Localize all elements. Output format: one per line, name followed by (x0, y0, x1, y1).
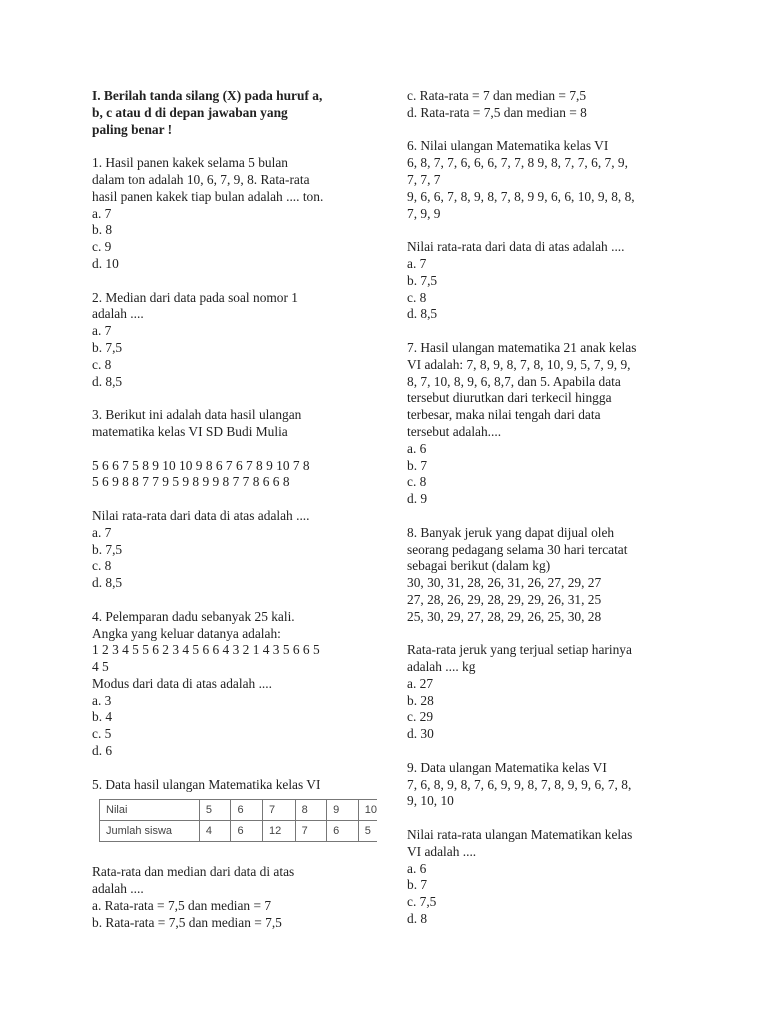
option-b[interactable]: b. 28 (407, 692, 434, 708)
table-cell: 8 (295, 800, 327, 821)
option-b[interactable]: b. Rata-rata = 7,5 dan median = 7,5 (92, 914, 282, 930)
table-row (100, 800, 378, 821)
option-a[interactable]: a. Rata-rata = 7,5 dan median = 7 (92, 898, 272, 914)
option-c[interactable]: c. 29 (407, 709, 434, 725)
table-cell: 12 (263, 821, 296, 842)
table-cell: 5 (358, 821, 377, 842)
instructions-heading: I. Berilah tanda silang (X) pada huruf a, b, c atau d di depan jawaban yang paling benar ! (92, 88, 323, 137)
question-6: 6. Nilai ulangan Matematika kelas VI 6, 8, 7, 7, 6, 6, 6, 7, 7, 8 9, 8, 7, 7, 6, 7, 9, 7, 7, 7 9, 6, 6, 7, 8, 9, 8, 7, 8, 9 9, 6, 6, 10, 9, 8, 8, 7, 9, 9 Nilai rata-rata dari data di atas adalah .... a. 7 b. 7,5 c. 8 d. 8,5 (407, 138, 697, 323)
option-d[interactable]: d. 8,5 (92, 575, 123, 591)
table-cell: 6 (231, 800, 263, 821)
option-d[interactable]: d. 8,5 (407, 306, 438, 322)
table-cell: 10 (358, 800, 377, 821)
left-column (92, 88, 377, 932)
question-4: 4. Pelemparan dadu sebanyak 25 kali. Angka yang keluar datanya adalah: 1 2 3 4 5 5 6 2 3 4 5 6 6 4 3 2 1 4 3 5 6 6 5 4 5 Modus dari data di atas adalah .... a. 3 b. 4 c. 5 d. 6 (92, 609, 372, 760)
table-cell: 7 (263, 800, 296, 821)
data-row: 5 6 6 7 5 8 9 10 10 9 8 6 7 6 7 8 9 10 7 8 (92, 457, 310, 473)
option-d[interactable]: d. 30 (407, 726, 434, 742)
option-a[interactable]: a. 7 (92, 205, 112, 221)
data-row: 5 6 9 8 8 7 7 9 5 9 8 9 9 8 7 7 8 6 6 8 (92, 474, 290, 490)
option-c[interactable]: c. 9 (92, 239, 112, 255)
option-d[interactable]: d. 10 (92, 255, 119, 271)
table-cell: Nilai (100, 800, 200, 821)
question-1: 1. Hasil panen kakek selama 5 bulan dalam ton adalah 10, 6, 7, 9, 8. Rata-rata hasil panen kakek tiap bulan adalah .... ton. a. 7 b. 8 c. 9 d. 10 (92, 155, 372, 273)
table-cell: 6 (231, 821, 263, 842)
option-b[interactable]: b. 7 (407, 457, 428, 473)
option-d[interactable]: d. 8 (407, 911, 428, 927)
option-b[interactable]: b. 7,5 (92, 339, 123, 355)
table-row (100, 821, 378, 842)
option-b[interactable]: b. 7,5 (407, 272, 438, 288)
option-d[interactable]: d. 8,5 (92, 373, 123, 389)
option-a[interactable]: a. 7 (92, 524, 112, 540)
question-8: 8. Banyak jeruk yang dapat dijual oleh seorang pedagang selama 30 hari tercatat sebagai berikut (dalam kg) 30, 30, 31, 28, 26, 31, 26, 27, 29, 27 27, 28, 26, 29, 28, 29, 29, 26, 31, 25 25, 30, 29, 27, 28, 29, 26, 25, 30, 28 Rata-rata jeruk yang terjual setiap harinya adalah .... kg a. 27 b. 28 c. 29 d. 30 (407, 525, 697, 743)
option-b[interactable]: b. 7,5 (92, 541, 123, 557)
option-c[interactable]: c. 7,5 (407, 894, 437, 910)
option-b[interactable]: b. 7 (407, 877, 428, 893)
option-d[interactable]: d. 9 (407, 491, 428, 507)
option-a[interactable]: a. 7 (92, 323, 112, 339)
option-c[interactable]: c. 8 (407, 289, 427, 305)
option-a[interactable]: a. 27 (407, 675, 434, 691)
option-c[interactable]: c. 8 (92, 356, 112, 372)
option-a[interactable]: a. 3 (92, 692, 112, 708)
option-a[interactable]: a. 6 (407, 440, 427, 456)
score-table (99, 799, 377, 842)
question-3: 3. Berikut ini adalah data hasil ulangan matematika kelas VI SD Budi Mulia 5 6 6 7 5 8 9 10 10 9 8 6 7 6 7 8 9 10 7 8 5 6 9 8 8 7 7 9 5 9 8 9 9 8 7 7 8 6 6 8 Nilai rata-rata dari data di atas adalah .... a. 7 b. 7,5 c. 8 d. 8,5 (92, 407, 372, 592)
option-c[interactable]: c. Rata-rata = 7 dan median = 7,5 (407, 88, 587, 103)
right-column (407, 88, 697, 945)
question-9: 9. Data ulangan Matematika kelas VI 7, 6, 8, 9, 8, 7, 6, 9, 9, 8, 7, 8, 9, 9, 6, 7, 8, 9, 10, 10 Nilai rata-rata ulangan Matematikan kelas VI adalah .... a. 6 b. 7 c. 7,5 d. 8 (407, 760, 697, 928)
option-c[interactable]: c. 8 (92, 558, 112, 574)
option-b[interactable]: b. 8 (92, 222, 113, 238)
option-d[interactable]: d. Rata-rata = 7,5 dan median = 8 (407, 104, 587, 120)
table-cell: 9 (327, 800, 359, 821)
table-cell: 7 (295, 821, 327, 842)
option-a[interactable]: a. 6 (407, 860, 427, 876)
table-cell: 4 (199, 821, 231, 842)
question-2: 2. Median dari data pada soal nomor 1 adalah .... a. 7 b. 7,5 c. 8 d. 8,5 (92, 290, 372, 391)
option-d[interactable]: d. 6 (92, 743, 113, 759)
question-5-continued (407, 88, 697, 122)
option-b[interactable]: b. 4 (92, 709, 113, 725)
option-c[interactable]: c. 8 (407, 474, 427, 490)
table-cell: 6 (327, 821, 359, 842)
question-5: 5. Data hasil ulangan Matematika kelas VI Nilai 5 6 7 8 9 10 Jumlah siswa 4 6 12 7 6 5 Rata-rata dan median dari data di atas adalah .... a. Rata-rata = 7,5 dan median = 7 b. Rata-rata = 7,5 dan median = 7,5 (92, 776, 377, 930)
table-cell: Jumlah siswa (100, 821, 200, 842)
option-c[interactable]: c. 5 (92, 726, 112, 742)
table-cell: 5 (199, 800, 231, 821)
option-a[interactable]: a. 7 (407, 255, 427, 271)
question-7: 7. Hasil ulangan matematika 21 anak kelas VI adalah: 7, 8, 9, 8, 7, 8, 10, 9, 5, 7, 9, 9, 8, 7, 10, 8, 9, 6, 8,7, dan 5. Apabila data tersebut diurutkan dari terkecil hingga terbesar, maka nilai tengah dari data tersebut adalah.... a. 6 b. 7 c. 8 d. 9 (407, 340, 697, 508)
